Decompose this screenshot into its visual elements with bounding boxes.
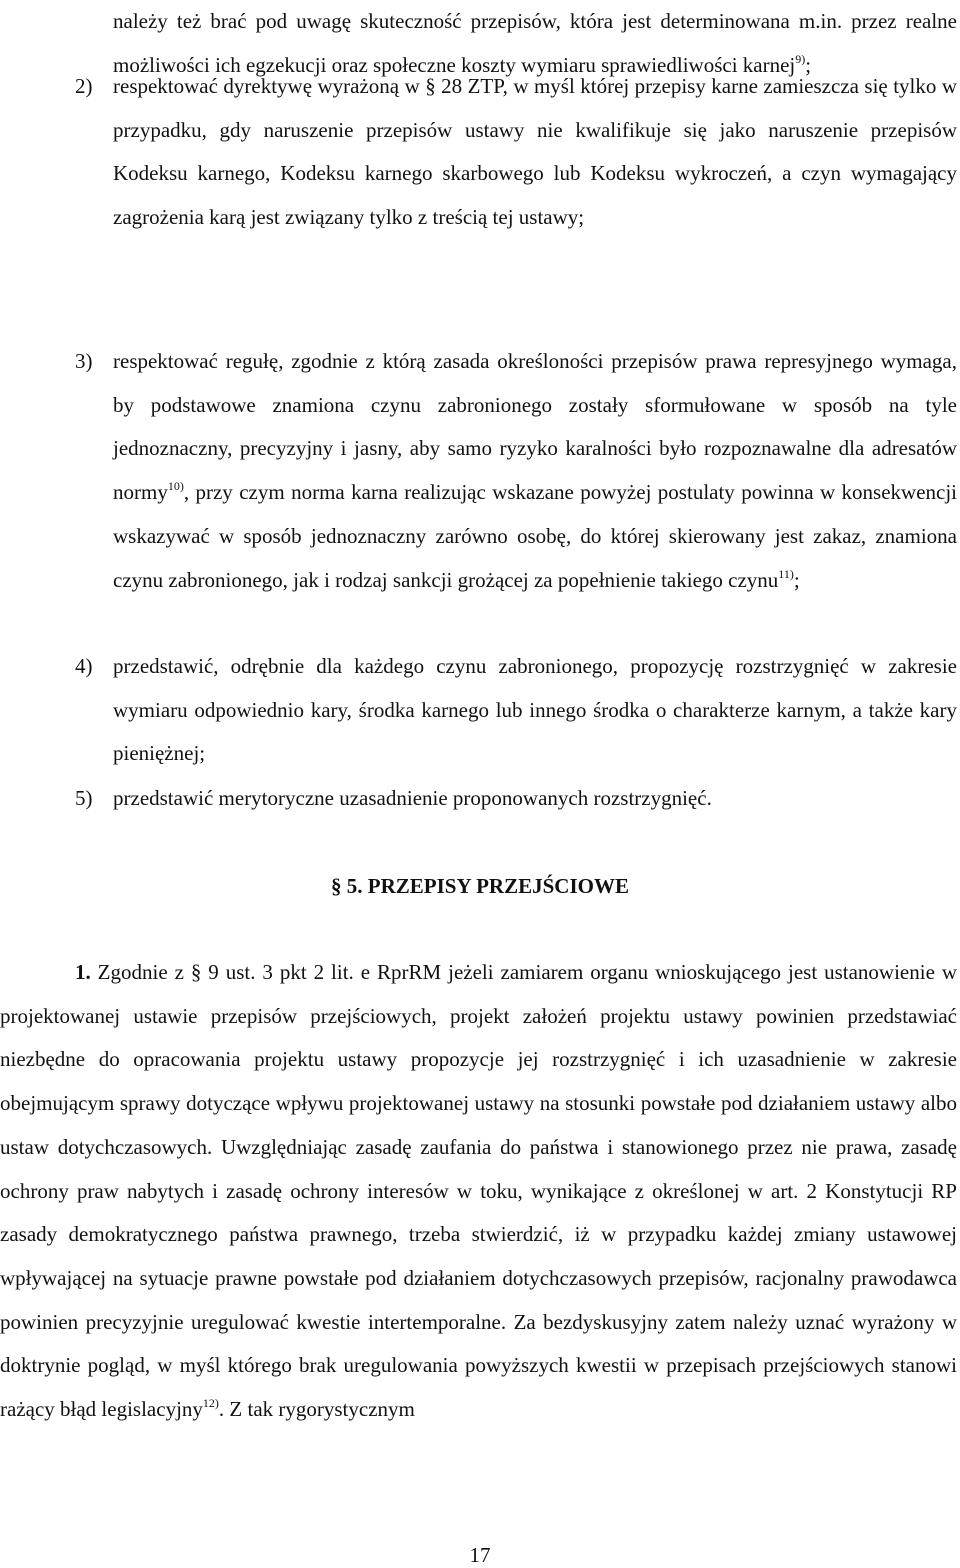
page-number: 17	[469, 1543, 491, 1567]
footnote-ref: 12)	[202, 1396, 219, 1411]
list-item-number: 2)	[75, 74, 93, 98]
list-item-text-part: respektować regułę, zgodnie z którą zasada określoności przepisów prawa represyjnego wymaga, by podstawowe znamiona czynu zabronionego zostały sformułowane w sposób na tyle jednoznaczny, precyzyjny i jasny, aby samo ryzyko karalności było rozpoznawalne dla adresatów normy	[113, 349, 957, 505]
continuation-end: ;	[805, 52, 812, 77]
list-item-number: 4)	[75, 654, 93, 678]
list-item	[75, 645, 957, 776]
footnote-ref: 9)	[795, 51, 806, 66]
footnote-ref: 11)	[778, 566, 794, 581]
list-item-text: respektować dyrektywę wyrażoną w § 28 ZTP, w myśl której przepisy karne zamieszcza się tylko w przypadku, gdy naruszenie przepisów ustawy nie kwalifikuje się jako naruszenie przepisów Kodeksu karnego, Kodeksu karnego skarbowego lub Kodeksu wykroczeń, a czyn wymagający zagrożenia karą jest związany tylko z treścią tej ustawy;	[113, 74, 957, 230]
list-item-text: przedstawić, odrębnie dla każdego czynu zabronionego, propozycję rozstrzygnięć w zakresie wymiaru odpowiednio kary, środka karnego lub innego środka o charakterze karnym, a także kary pieniężnej;	[113, 654, 957, 766]
list-item-text-end: ;	[793, 567, 800, 592]
list-item-number: 3)	[75, 349, 93, 373]
list-item-text-part: , przy czym norma karna realizując wskazane powyżej postulaty powinna w konsekwencji wskazywać w sposób jednoznaczny zarówno osobę, do której skierowany jest zakaz, znamiona czynu zabronionego, jak i rodzaj sankcji grożącej za popełnienie takiego czynu	[113, 480, 957, 592]
section-text-tail: . Z tak rygorystycznym	[218, 1397, 415, 1422]
list-item	[75, 340, 957, 602]
list-item	[75, 777, 957, 821]
list-item-text	[113, 340, 957, 602]
continuation-text: należy też brać pod uwagę skuteczność przepisów, która jest determinowana m.in. przez realne możliwości ich egzekucji oraz społeczne koszty wymiaru sprawiedliwości karnej	[113, 9, 957, 77]
paragraph-number: 1.	[75, 960, 91, 984]
list-item	[75, 65, 957, 240]
section-paragraph	[0, 951, 957, 1432]
section-text: Zgodnie z § 9 ust. 3 pkt 2 lit. e RprRM jeżeli zamiarem organu wnioskującego jest ustanowienie w projektowanej ustawie przepisów przejściowych, projekt założeń projektu ustawy powinien przedstawiać niezbędne do opracowania projektu ustawy propozycje jej rozstrzygnięć i ich uzasadnienie w zakresie obejmującym sprawy dotyczące wpływu projektowanej ustawy na stosunki powstałe pod działaniem ustawy albo ustaw dotychczasowych. Uwzględniając zasadę zaufania do państwa i stanowionego przez nie prawa, zasadę ochrony praw nabytych i zasadę ochrony interesów w toku, wynikające z określonej w art. 2 Konstytucji RP zasady demokratycznego państwa prawnego, trzeba stwierdzić, iż w przypadku każdej zmiany ustawowej wpływającej na sytuacje prawne powstałe pod działaniem dotychczasowych przepisów, racjonalny prawodawca powinien precyzyjnie uregulować kwestie intertemporalne. Za bezdyskusyjny zatem należy uznać wyrażony w doktrynie pogląd, w myśl którego brak uregulowania powyższych kwestii w przepisach przejściowych stanowi rażący błąd legislacyjny	[0, 960, 957, 1422]
list-item-text: przedstawić merytoryczne uzasadnienie proponowanych rozstrzygnięć.	[113, 786, 712, 810]
section-heading: § 5. PRZEPISY PRZEJŚCIOWE	[331, 874, 629, 898]
footnote-ref: 10)	[167, 479, 184, 494]
list-item-number: 5)	[75, 786, 93, 810]
